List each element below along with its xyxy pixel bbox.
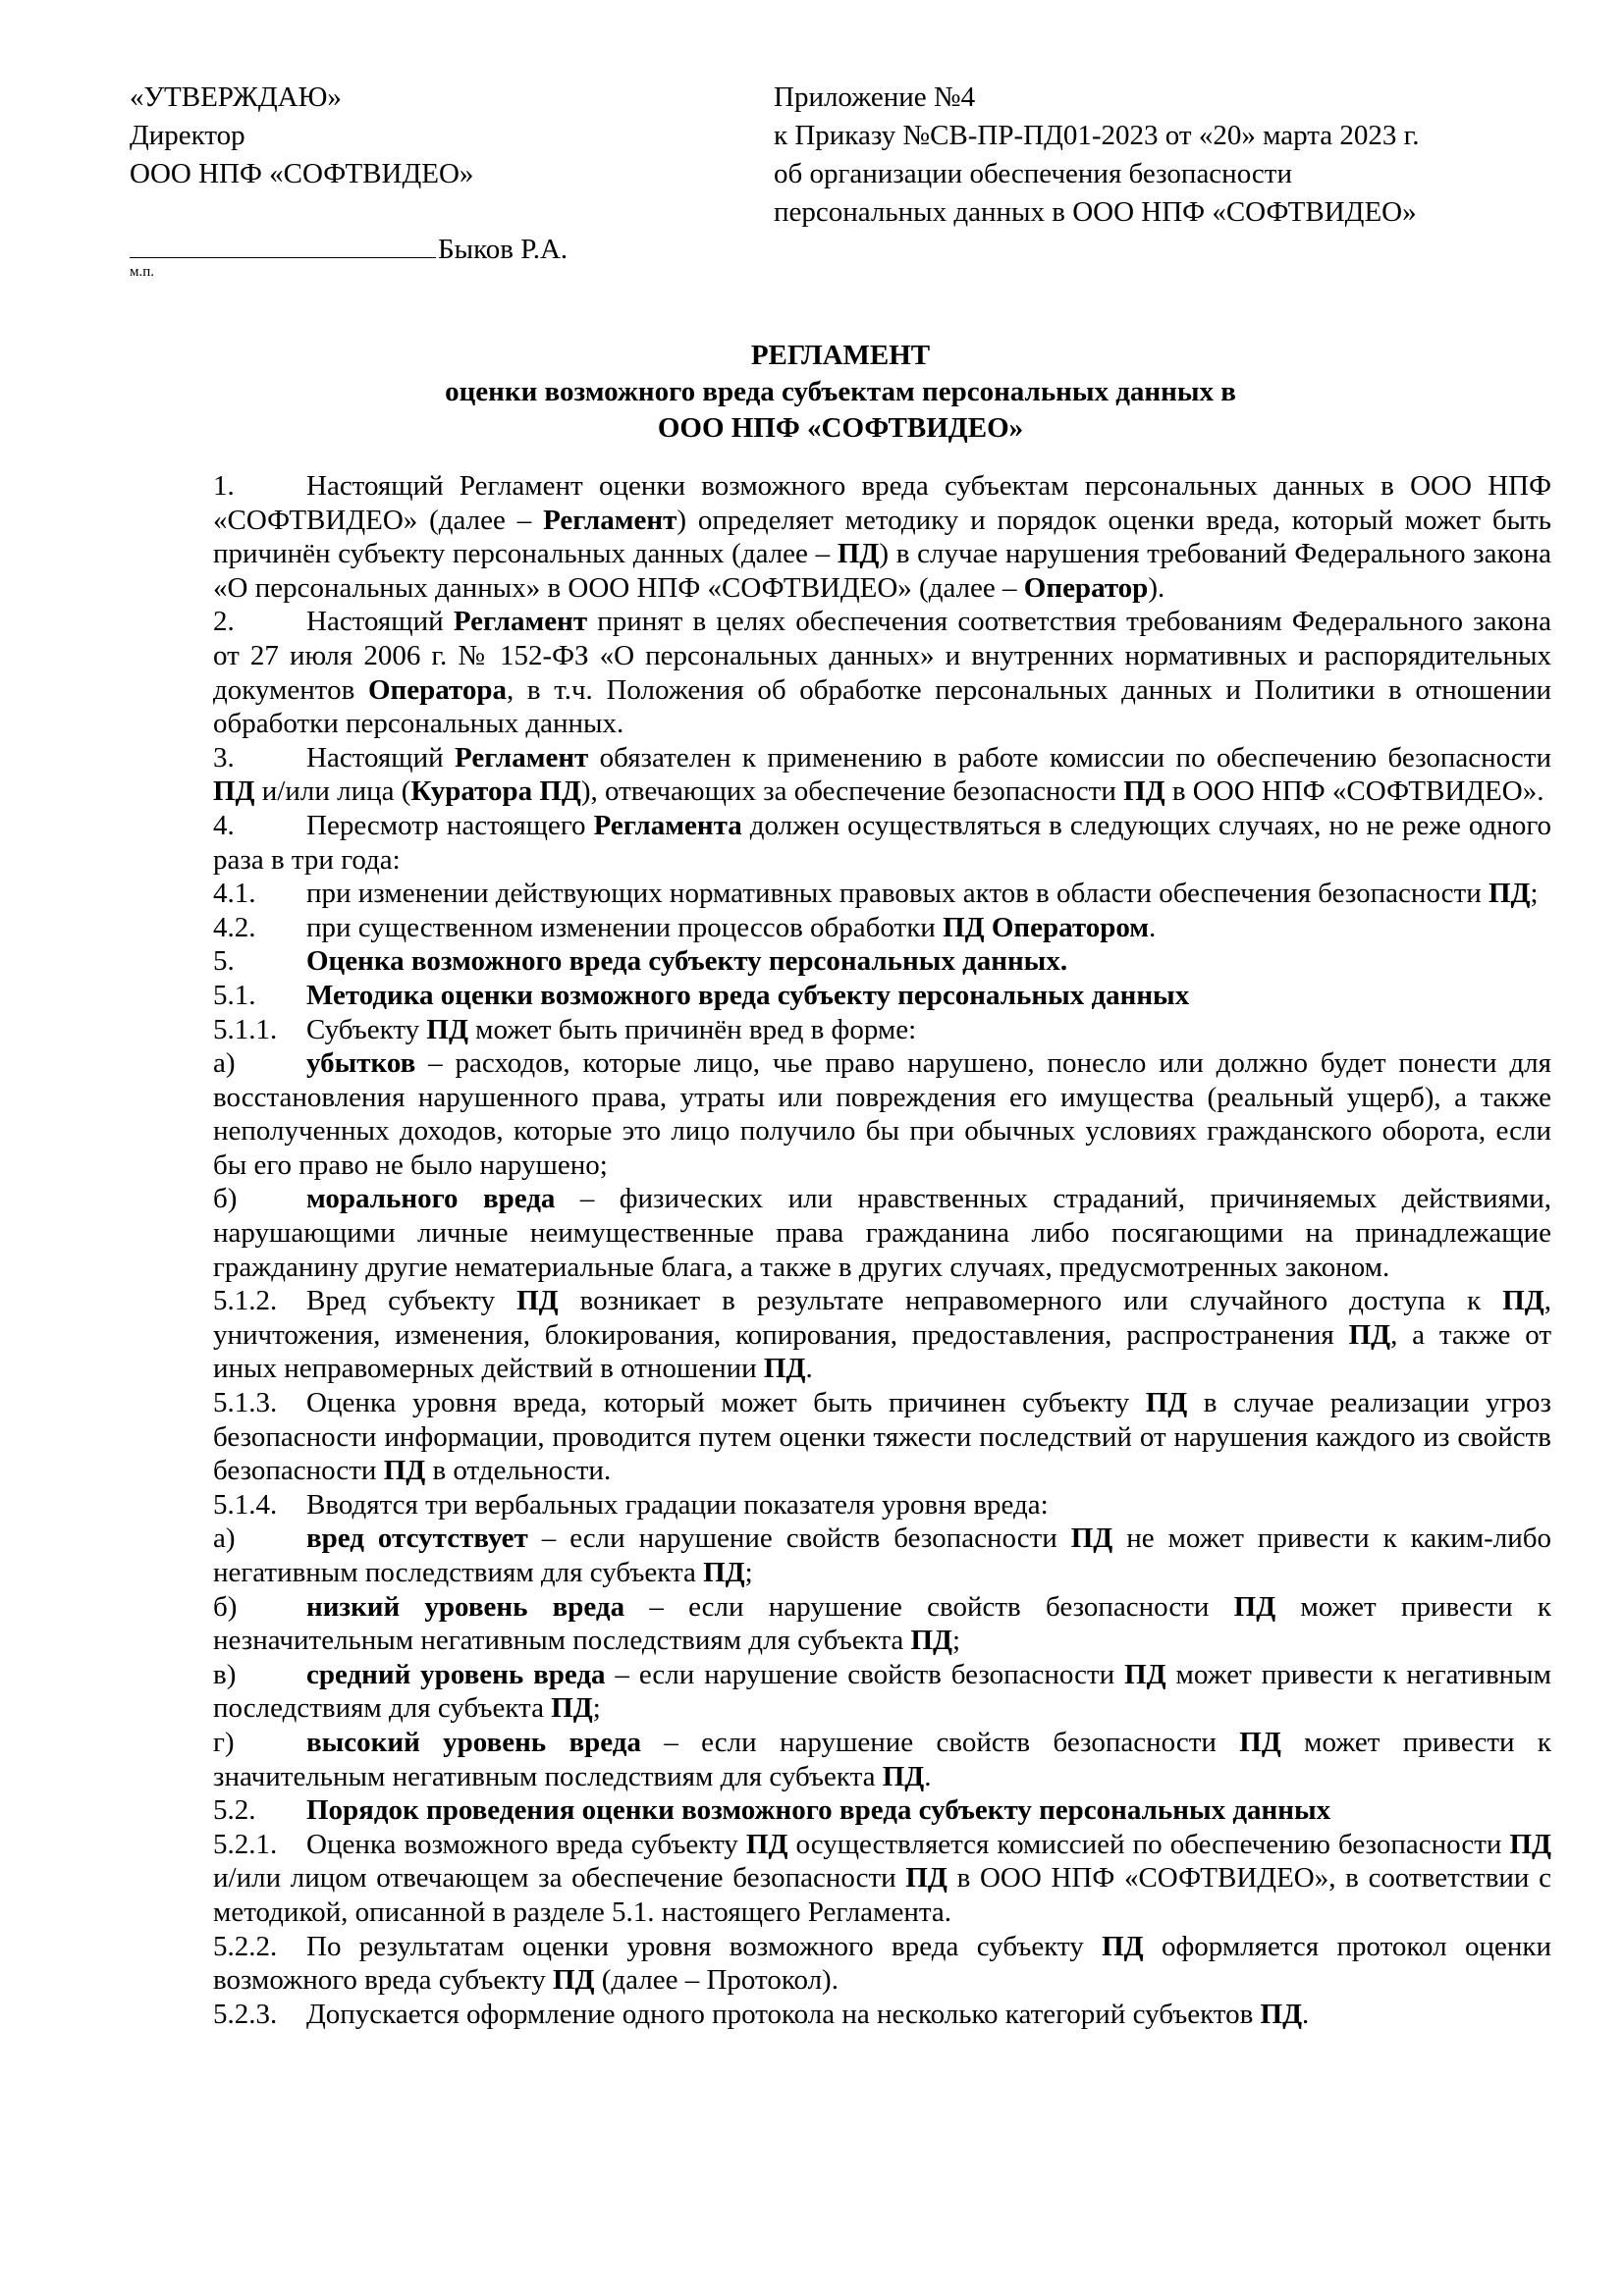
document-title	[130, 338, 1551, 447]
text: ;	[592, 1692, 601, 1725]
approver-position: Директор	[130, 120, 245, 151]
text: не может привести к каким-либо негативным последствиям для субъекта	[213, 1522, 1552, 1588]
paragraph-5-1-2	[130, 1284, 1551, 1386]
paragraph-2	[130, 605, 1551, 740]
paragraph-number: 5.2.2.	[213, 1930, 278, 1962]
bold-text: ПД	[551, 1692, 593, 1725]
text: , уничтожения, изменения, блокирования, копирования, предоставления, распространения	[213, 1285, 1551, 1351]
text: обязателен к применению в работе комиссии по обеспечению безопасности	[588, 741, 1551, 774]
text: может привести к негативным последствиям для субъекта	[213, 1658, 1551, 1725]
paragraph-number: 5.1.	[213, 979, 256, 1011]
document-body	[130, 469, 1551, 2031]
bold-text: ПД	[1260, 1998, 1303, 2030]
paragraph-number: б)	[213, 1590, 238, 1623]
bold-text: ПД	[383, 1455, 426, 1487]
appendix-line: Приложение №4	[774, 81, 976, 113]
text: ;	[1530, 878, 1539, 910]
text: Субъекту	[306, 1013, 427, 1045]
bold-text: ПД	[213, 775, 255, 808]
bold-text: Порядок проведения оценки возможного вреда субъекту персональных данных	[306, 1794, 1331, 1827]
text: Настоящий Регламент оценки возможного вреда субъектам персональных данных в ООО НПФ «СОФТВИДЕО» (далее –	[213, 470, 1551, 536]
bold-text: ПД	[703, 1557, 745, 1588]
grade-low-harm	[130, 1590, 1551, 1658]
text: оформляется протокол оценки возможного вреда субъекту	[213, 1930, 1552, 1997]
text: ;	[952, 1625, 961, 1657]
signer-name: Быков Р.А.	[438, 234, 568, 265]
text: Допускается оформление одного протокола на несколько категорий субъектов	[306, 1998, 1261, 2030]
text: .	[924, 1760, 932, 1792]
text: и/или лицом отвечающем за обеспечение безопасности	[213, 1862, 906, 1895]
text: По результатам оценки уровня возможного вреда субъекту	[306, 1930, 1103, 1962]
text: Вред субъекту	[306, 1285, 517, 1317]
bold-text: ПД	[837, 538, 880, 570]
bold-text: Куратора ПД	[410, 775, 581, 808]
section-5-heading	[130, 944, 1551, 979]
bold-text: ПД	[1488, 878, 1531, 910]
bold-text: Методика оценки возможного вреда субъекту персональных данных	[306, 979, 1190, 1011]
bold-text: ПД	[1124, 1658, 1166, 1690]
text: (далее – Протокол).	[594, 1964, 839, 1997]
paragraph-number: 3.	[213, 741, 235, 774]
paragraph-4-1	[130, 877, 1551, 911]
paragraph-number: 5.2.3.	[213, 1998, 278, 2030]
text: – расходов, которые лицо, чье право нарушено, понесло или должно будет понести для восстановления нарушенного права, утраты или повреждения его имущества (реальный ущерб), а также неполученных доходов, которые это лицо получило бы при обычных условиях гражданского оборота, если бы его право не было нарушено;	[213, 1047, 1551, 1181]
section-5-1-heading	[130, 979, 1551, 1013]
text: может быть причинён вред в форме:	[467, 1013, 917, 1045]
paragraph-number: а)	[213, 1047, 236, 1080]
bold-text: ПД	[516, 1285, 559, 1317]
bold-text: убытков	[306, 1047, 416, 1080]
text: – если нарушение свойств безопасности	[527, 1522, 1071, 1555]
text: в ООО НПФ «СОФТВИДЕО», в соответствии с методикой, описанной в разделе 5.1. настоящего Регламента.	[213, 1862, 1551, 1928]
text: , а также от иных неправомерных действий в отношении	[213, 1318, 1551, 1385]
bold-text: вред отсутствует	[306, 1522, 528, 1555]
appendix-block	[774, 79, 1559, 232]
bold-text: морального вреда	[306, 1183, 556, 1215]
paragraph-4-2	[130, 911, 1551, 945]
text: в отдельности.	[425, 1455, 612, 1487]
text: Вводятся три вербальных градации показателя уровня вреда:	[306, 1488, 1049, 1521]
approval-block	[130, 79, 679, 193]
grade-medium-harm	[130, 1658, 1551, 1726]
bold-text: ПД	[905, 1862, 947, 1895]
bold-text: ПД	[1509, 1828, 1552, 1860]
text: ).	[1148, 571, 1165, 604]
text: и/или лица (	[254, 775, 411, 808]
paragraph-4	[130, 809, 1551, 877]
text: Оценка возможного вреда субъекту	[306, 1828, 746, 1860]
text: .	[1302, 1998, 1310, 2030]
bold-text: ПД	[910, 1625, 953, 1657]
paragraph-number: 5.2.	[213, 1794, 256, 1827]
title-line: ООО НПФ «СОФТВИДЕО»	[657, 412, 1024, 444]
text: ;	[744, 1557, 753, 1588]
paragraph-number: в)	[213, 1658, 237, 1690]
paragraph-5-1-1	[130, 1013, 1551, 1047]
text: – если нарушение свойств безопасности	[605, 1658, 1125, 1690]
paragraph-5-1-4	[130, 1488, 1551, 1522]
bold-text: ПД	[745, 1828, 788, 1860]
bold-text: ПД	[1123, 775, 1165, 808]
text: – если нарушение свойств безопасности	[640, 1726, 1240, 1758]
paragraph-number: 5.2.1.	[213, 1828, 278, 1860]
text: – физических или нравственных страданий, причиняемых действиями, нарушающими личные неимущественные права гражданина либо посягающими на принадлежащие гражданину другие нематериальные блага, а также в других случаях, предусмотренных законом.	[213, 1183, 1551, 1283]
text: может привести к незначительным негативным последствиям для субъекта	[213, 1590, 1552, 1657]
grade-high-harm	[130, 1726, 1551, 1793]
item-a-losses	[130, 1046, 1551, 1182]
item-b-moral-harm	[130, 1182, 1551, 1284]
paragraph-number: 5.1.2.	[213, 1285, 278, 1317]
text: ), отвечающих за обеспечение безопасности	[580, 775, 1124, 808]
paragraph-5-2-3	[130, 1998, 1551, 2032]
bold-text: Регламент	[543, 504, 677, 536]
paragraph-number: б)	[213, 1183, 238, 1215]
text: в случае реализации угроз безопасности информации, проводится путем оценки тяжести последствий от нарушения каждого из свойств безопасности	[213, 1387, 1551, 1487]
text: ) в случае нарушения требований Федерального закона «О персональных данных» в ООО НПФ «СОФТВИДЕО» (далее –	[213, 538, 1551, 604]
text: Пересмотр настоящего	[306, 809, 594, 841]
paragraph-number: 4.	[213, 809, 235, 841]
bold-text: ПД	[1233, 1590, 1276, 1623]
paragraph-3	[130, 741, 1551, 809]
paragraph-number: 2.	[213, 606, 235, 638]
paragraph-number: г)	[213, 1726, 235, 1758]
text: ) определяет методику и порядок оценки вреда, который может быть причинён субъекту персональных данных (далее –	[213, 504, 1551, 570]
text: – если нарушение свойств безопасности	[624, 1590, 1234, 1623]
text: в ООО НПФ «СОФТВИДЕО».	[1164, 775, 1544, 808]
paragraph-5-2-1	[130, 1828, 1551, 1930]
bold-text: низкий уровень вреда	[306, 1590, 625, 1623]
bold-text: высокий уровень вреда	[306, 1726, 641, 1758]
text: при существенном изменении процессов обработки	[306, 911, 944, 943]
text: Оценка уровня вреда, который может быть причинен субъекту	[306, 1387, 1146, 1419]
bold-text: Оценка возможного вреда субъекту персональных данных.	[306, 945, 1068, 978]
appendix-line: персональных данных в ООО НПФ «СОФТВИДЕО»	[774, 196, 1417, 228]
grade-no-harm	[130, 1522, 1551, 1589]
bold-text: ПД	[763, 1353, 806, 1385]
text: при изменении действующих нормативных правовых актов в области обеспечения безопасности	[306, 878, 1489, 910]
bold-text: ПД	[1502, 1285, 1544, 1317]
paragraph-number: 5.1.4.	[213, 1488, 278, 1521]
text: Настоящий	[306, 741, 456, 774]
paragraph-number: 5.	[213, 945, 235, 978]
paragraph-number: 5.1.3.	[213, 1387, 278, 1419]
paragraph-5-1-3	[130, 1386, 1551, 1488]
bold-text: средний уровень вреда	[306, 1658, 606, 1690]
title-line: оценки возможного вреда субъектам персональных данных в	[445, 376, 1236, 407]
text: .	[805, 1353, 813, 1385]
appendix-line: об организации обеспечения безопасности	[774, 158, 1292, 189]
bold-text: ПД	[426, 1013, 468, 1045]
text: принят в целях обеспечения соответствия требованиям Федерального закона от 27 июля 2006 г. № 152-ФЗ «О персональных данных» и внутренних нормативных и распорядительных документов	[213, 606, 1551, 706]
bold-text: Регламент	[453, 606, 588, 638]
text: осуществляется комиссией по обеспечению безопасности	[787, 1828, 1510, 1860]
bold-text: ПД	[1348, 1318, 1391, 1351]
approver-company: ООО НПФ «СОФТВИДЕО»	[130, 158, 474, 189]
bold-text: ПД	[1070, 1522, 1113, 1555]
approval-heading: «УТВЕРЖДАЮ»	[130, 81, 342, 113]
bold-text: ПД	[1102, 1930, 1144, 1962]
bold-text: Оператор	[1023, 571, 1149, 604]
paragraph-number: а)	[213, 1522, 236, 1555]
bold-text: Регламент	[455, 741, 589, 774]
section-5-2-heading	[130, 1793, 1551, 1828]
text: должен осуществляться в следующих случаях, но не реже одного раза в три года:	[213, 809, 1552, 876]
text: Настоящий	[306, 606, 454, 638]
paragraph-number: 4.1.	[213, 878, 256, 910]
title-line: РЕГЛАМЕНТ	[750, 340, 931, 371]
text: .	[1149, 911, 1157, 943]
signature-line	[130, 232, 719, 267]
paragraph-5-2-2	[130, 1930, 1551, 1998]
paragraph-1	[130, 469, 1551, 605]
text: возникает в результате неправомерного или случайного доступа к	[558, 1285, 1503, 1317]
paragraph-number: 1.	[213, 470, 235, 502]
text: , в т.ч. Положения об обработке персональных данных и Политики в отношении обработки персональных данных.	[213, 673, 1551, 740]
appendix-line: к Приказу №СВ-ПР-ПД01-2023 от «20» марта 2023 г.	[774, 120, 1420, 151]
bold-text: ПД	[1239, 1726, 1281, 1758]
paragraph-number: 5.1.1.	[213, 1013, 278, 1045]
signature-underline	[130, 232, 436, 258]
bold-text: Оператора	[367, 673, 507, 706]
text: может привести к значительным негативным последствиям для субъекта	[213, 1726, 1551, 1792]
bold-text: ПД Оператором	[943, 911, 1150, 943]
stamp-mark: м.п.	[130, 264, 155, 280]
bold-text: ПД	[552, 1964, 595, 1997]
paragraph-number: 4.2.	[213, 911, 256, 943]
bold-text: ПД	[882, 1760, 925, 1792]
bold-text: ПД	[1145, 1387, 1188, 1419]
bold-text: Регламента	[593, 809, 742, 841]
